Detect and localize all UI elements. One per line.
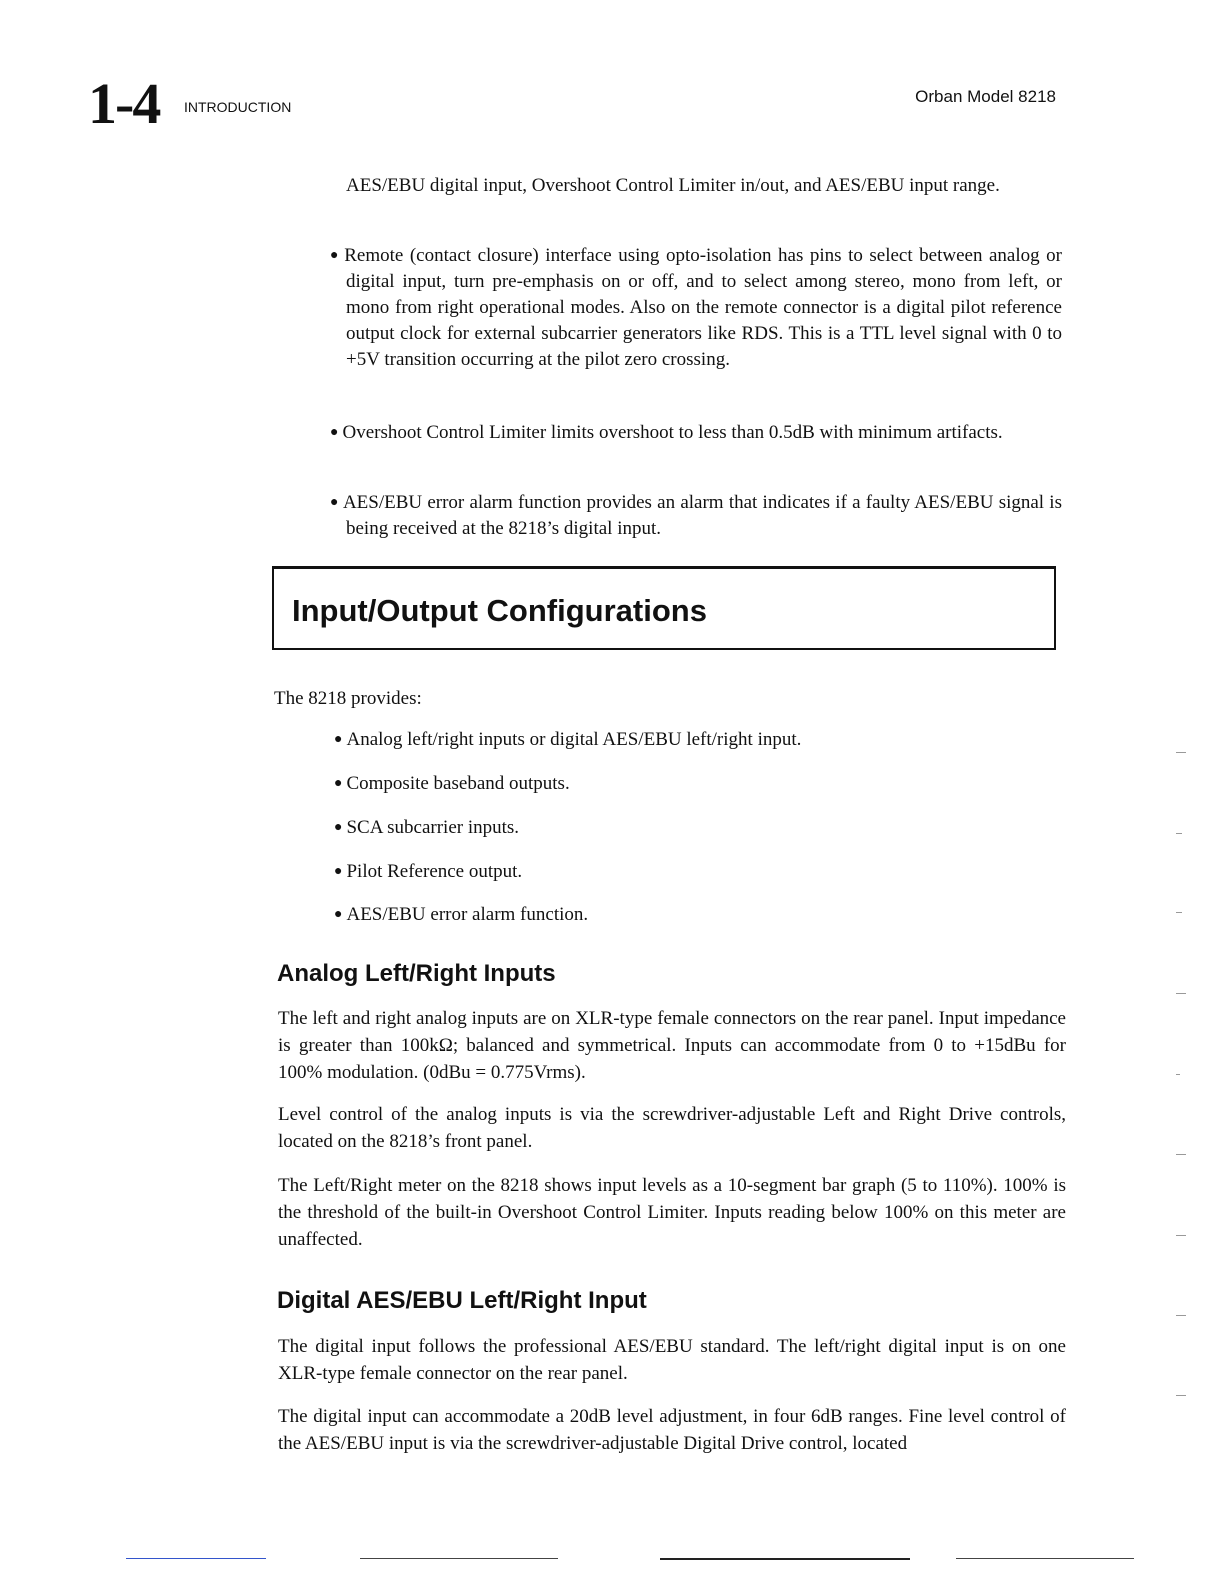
digital-paragraph: The digital input follows the professional AES/EBU standard. The left/right digital input is on one XLR-type female connector on the rear panel. [278, 1336, 1066, 1384]
bullet-icon: ● [334, 732, 343, 747]
list-item [334, 727, 801, 753]
margin-mark [1176, 1395, 1186, 1396]
bullet-text: SCA subcarrier inputs. [346, 817, 520, 838]
margin-mark [1176, 912, 1182, 913]
margin-mark [1176, 1074, 1180, 1075]
bullet-text: Overshoot Control Limiter limits overshoot to less than 0.5dB with minimum artifacts. [342, 422, 1003, 443]
bullet-icon: ● [334, 776, 343, 791]
margin-mark [1176, 1315, 1186, 1316]
section-heading-box [272, 566, 1056, 650]
bullet-text: AES/EBU error alarm function. [346, 904, 589, 925]
bullet-text: AES/EBU error alarm function provides an alarm that indicates if a faulty AES/EBU signal is being received at the 8218’s digital input. [342, 492, 1062, 539]
footer-rule [956, 1558, 1134, 1559]
list-item [334, 815, 519, 841]
margin-mark [1176, 1235, 1186, 1236]
analog-paragraph: Level control of the analog inputs is via the screwdriver-adjustable Left and Right Drive controls, located on the 8218’s front panel. [278, 1104, 1066, 1152]
margin-mark [1176, 752, 1186, 753]
page-number: 1-4 [88, 71, 160, 136]
provides-intro: The 8218 provides: [274, 688, 422, 709]
continuation-paragraph: AES/EBU digital input, Overshoot Control Limiter in/out, and AES/EBU input range. [346, 175, 1000, 196]
section-heading: Input/Output Configurations [292, 593, 707, 628]
footer-rule [360, 1558, 558, 1559]
margin-mark [1176, 1154, 1186, 1155]
analog-paragraph: The left and right analog inputs are on XLR-type female connectors on the rear panel. Input impedance is greater than 100kΩ; balanced and symmetrical. Inputs can accommodate from 0 to +15dBu for 100% modulation. (0dBu = 0.775Vrms). [278, 1008, 1066, 1083]
bullet-text: Analog left/right inputs or digital AES/EBU left/right input. [346, 729, 802, 750]
bullet-text: Remote (contact closure) interface using opto-isolation has pins to select between analog or digital input, turn pre-emphasis on or off, and to select among stereo, mono from left, or mono from right operational modes. Also on the remote connector is a digital pilot reference output clock for external subcarrier generators like RDS. This is a TTL level signal with 0 to +5V transition occurring at the pilot zero crossing. [344, 245, 1062, 370]
bullet-text: Composite baseband outputs. [346, 773, 570, 794]
analog-heading: Analog Left/Right Inputs [277, 960, 556, 987]
bullet-icon: ● [330, 425, 339, 440]
margin-mark [1176, 993, 1186, 994]
list-item [330, 420, 1062, 446]
list-item [330, 243, 1062, 373]
margin-mark [1176, 833, 1182, 834]
list-item [334, 771, 570, 797]
list-item [330, 490, 1062, 542]
bullet-icon: ● [334, 864, 343, 879]
document-title: Orban Model 8218 [915, 87, 1056, 106]
footer-rule [660, 1558, 910, 1560]
bullet-icon: ● [330, 248, 341, 263]
list-item [334, 902, 588, 928]
bullet-icon: ● [330, 495, 339, 510]
analog-paragraph: The Left/Right meter on the 8218 shows input levels as a 10-segment bar graph (5 to 110%). 100% is the threshold of the built-in Overshoot Control Limiter. Inputs reading below 100% on this meter are unaffected. [278, 1175, 1066, 1250]
digital-heading: Digital AES/EBU Left/Right Input [277, 1287, 647, 1314]
section-label: INTRODUCTION [184, 99, 292, 115]
bullet-icon: ● [334, 820, 343, 835]
bullet-icon: ● [334, 907, 343, 922]
digital-paragraph: The digital input can accommodate a 20dB level adjustment, in four 6dB ranges. Fine level control of the AES/EBU input is via the screwdriver-adjustable Digital Drive control, located [278, 1406, 1066, 1454]
list-item [334, 859, 522, 885]
bullet-text: Pilot Reference output. [346, 861, 523, 882]
footer-rule [126, 1558, 266, 1559]
